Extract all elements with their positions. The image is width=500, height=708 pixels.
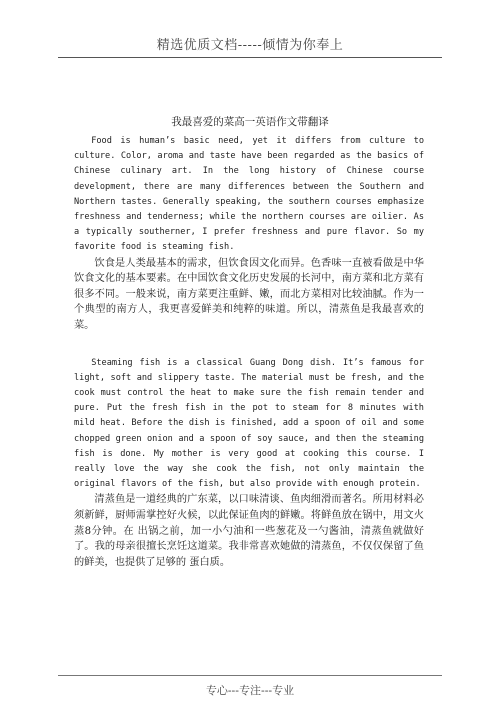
header-divider (58, 57, 442, 58)
paragraph-spacer (74, 334, 424, 356)
document-title: 我最喜爱的菜高一英语作文带翻译 (171, 116, 329, 128)
paragraph-2-english: Steaming fish is a classical Guang Dong dish. It’s famous for light, soft and slippery taste. The material must be fresh, and the cook must control the heat to make sure the fish remain tender and pure. Put the fresh fish in the pot to steam for 8 minutes with mild heat. Before the dish is finished, add a spoon of oil and some chopped green onion and a spoon of soy sauce, and then the steaming fish is done. My mother is very good at cooking this course. I really love the way she cook the fish, not only maintain the original flavors of the fish, but also provide with enough protein. (74, 357, 424, 490)
page-header: 精选优质文档-----倾情为你奉上 (156, 38, 344, 53)
paragraph-2-chinese: 清蒸鱼是一道经典的广东菜，以口味清谈、鱼肉细滑而著名。所用材料必须新鲜，厨师需掌控好火候，以此保证鱼肉的鲜嫩。将鲜鱼放在锅中，用文火蒸8分钟。在 出锅之前，加一小勺油和一些葱花及一勺酱油，清蒸鱼就做好了。我的母亲很擅长烹饪这道菜。我非常喜欢她做的清蒸鱼，不仅仅保留了鱼的鲜美，也提供了足够的 蛋白质。 (74, 494, 424, 568)
paragraph-1-english: Food is human’s basic need, yet it differs from culture to culture. Color, aroma and taste have been regarded as the basics of Chinese culinary art. In the long history of Chinese course development, there are many differences between the Southern and Northern tastes. Generally speaking, the southern courses emphasize freshness and tenderness; while the northern courses are oilier. As a typically southerner, I prefer freshness and pure flavor. So my favorite food is steaming fish. (74, 136, 424, 253)
footer-divider (58, 675, 442, 676)
page-footer: 专心---专注---专业 (205, 684, 295, 697)
document-body (74, 134, 424, 570)
paragraph-1-chinese: 饮食是人类最基本的需求，但饮食因文化而异。色香味一直被看做是中华饮食文化的基本要素。在中国饮食文化历史发展的长河中，南方菜和北方菜有很多不同。一般来说，南方菜更注重鲜、嫩，而北方菜相对比较油腻。作为一个典型的南方人，我更喜爱鲜美和纯粹的味道。所以，清蒸鱼是我最喜欢的菜。 (74, 257, 424, 331)
